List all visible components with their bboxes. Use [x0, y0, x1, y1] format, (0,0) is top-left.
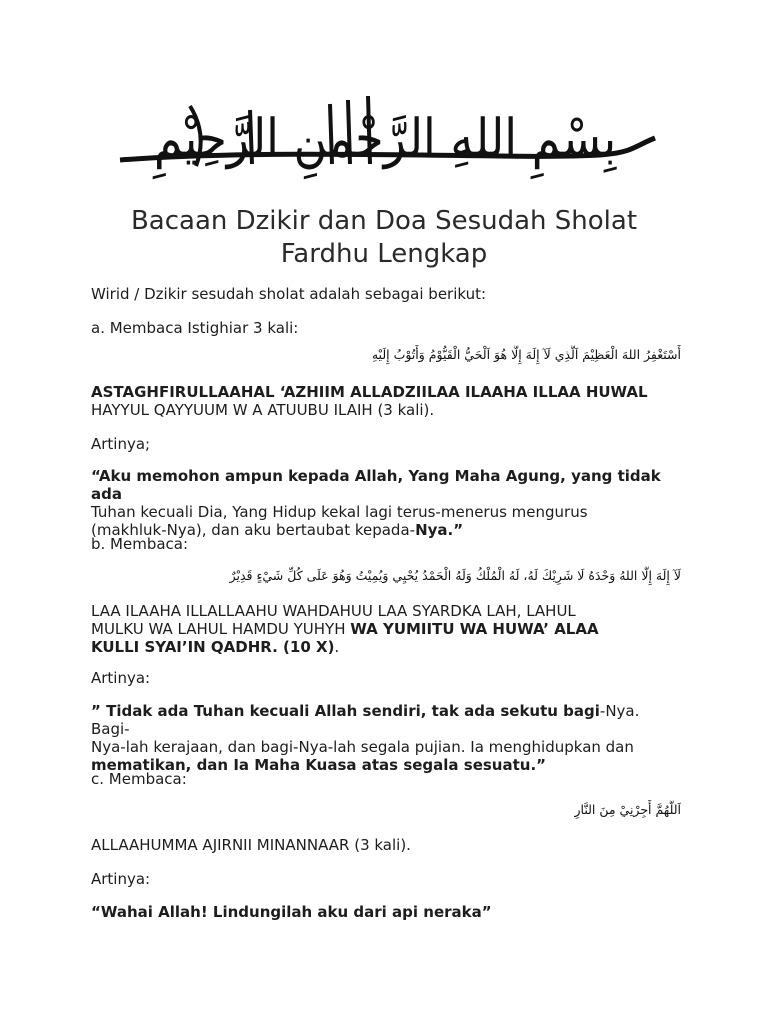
section-a-arabic: أَسْتَغْفِرُ اللهَ الْعَظِيْمَ اَلَّذِي لَآ إِلَهَ إِلَّا هُوَ اَلْحَيُّ الْقَيُّوْمُ وَأَتُوْبُ إِلَيْهِ	[371, 347, 681, 362]
section-a-meaning-line-1: “Aku memohon ampun kepada Allah, Yang Maha Agung, yang tidak ada	[91, 467, 661, 503]
bismillah-text: بِسْمِ اللهِ الرَّحْمنِ الرَّحِيْمِ	[153, 106, 617, 170]
section-b-latin-line-3	[91, 638, 681, 656]
section-b-heading: b. Membaca:	[91, 535, 189, 553]
section-a-latin-line-2: HAYYUL QAYYUUM W A ATUUBU ILAIH (3 kali).	[91, 401, 435, 419]
section-b-latin-line-3a: KULLI SYAI’IN QADHR. (10 X)	[91, 638, 335, 656]
page-title	[80, 205, 688, 271]
bismillah-calligraphy	[100, 82, 670, 194]
section-b-meaning-line-1a: ” Tidak ada Tuhan kecuali Allah sendiri, tak ada sekutu bagi	[91, 702, 600, 720]
section-b-latin-line-3b: .	[334, 638, 340, 656]
section-a-latin-line-1: ASTAGHFIRULLAAHAL ‘AZHIIM ALLADZIILAA ILAAHA ILLAA HUWAL	[91, 383, 648, 401]
section-c-heading: c. Membaca:	[91, 770, 187, 788]
section-b-meaning-line-1	[91, 702, 681, 738]
section-b-latin	[91, 602, 681, 656]
section-a-meaning-line-3b: Nya.”	[415, 521, 464, 539]
section-a-meaning-line-2: Tuhan kecuali Dia, Yang Hidup kekal lagi terus-menerus mengurus	[91, 503, 588, 521]
section-a-meaning	[91, 467, 681, 539]
section-b-meaning	[91, 702, 681, 774]
section-b-arabic: لَآ إِلَهَ إِلَّا اللهُ وَحْدَهُ لَا شَرِيْكَ لَهُ، لَهُ الْمُلْكُ وَلَهُ الْحَمْدُ يُحْيِي وَيُمِيْتُ وَهُوَ عَلَى كُلِّ شَيْءٍ قَدِيْرٌ	[229, 568, 681, 583]
section-b-artinya-label: Artinya:	[91, 669, 151, 687]
title-line-1: Bacaan Dzikir dan Doa Sesudah Sholat	[130, 206, 638, 236]
section-c-artinya-label: Artinya:	[91, 870, 151, 888]
section-a-meaning-line-3a: (makhluk-Nya), dan aku bertaubat kepada-	[91, 521, 416, 539]
section-b-latin-line-1: LAA ILAAHA ILLALLAAHU WAHDAHUU LAA SYARDKA LAH, LAHUL	[91, 602, 576, 620]
section-b-latin-line-2a: MULKU WA LAHUL HAMDU YUHYH	[91, 620, 351, 638]
section-a-latin	[91, 383, 681, 419]
section-c-latin: ALLAAHUMMA AJIRNII MINANNAAR (3 kali).	[91, 836, 411, 854]
section-b-latin-line-2	[91, 620, 681, 638]
section-a-heading: a. Membaca Istighiar 3 kali:	[91, 319, 299, 337]
section-b-latin-line-2b: WA YUMIITU WA HUWA’ ALAA	[350, 620, 599, 638]
section-b-meaning-line-2: Nya-lah kerajaan, dan bagi-Nya-lah segala pujian. Ia menghidupkan dan	[91, 738, 634, 756]
section-b-meaning-line-3: mematikan, dan Ia Maha Kuasa atas segala sesuatu.”	[91, 756, 547, 774]
title-line-2: Fardhu Lengkap	[280, 239, 488, 269]
section-c-arabic: اَللَّهُمَّ أَجِرْنِيْ مِنَ النَّارِ	[574, 802, 681, 817]
section-a-artinya-label: Artinya;	[91, 435, 151, 453]
section-c-meaning: “Wahai Allah! Lindungilah aku dari api neraka”	[91, 903, 492, 921]
section-b-meaning-line-1b: -Nya. Bagi-	[91, 702, 640, 738]
intro-text: Wirid / Dzikir sesudah sholat adalah sebagai berikut:	[91, 285, 487, 303]
